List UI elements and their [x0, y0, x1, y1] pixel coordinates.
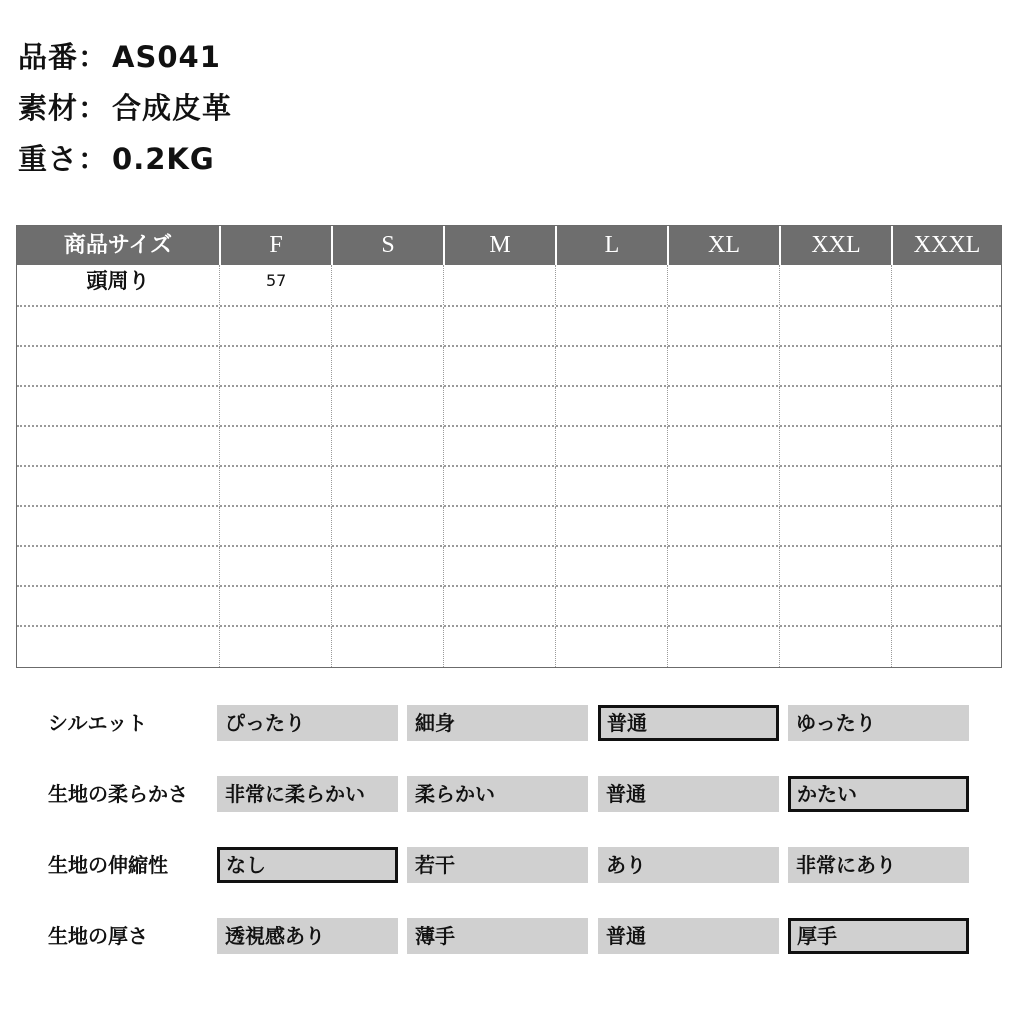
table-cell — [667, 587, 779, 627]
size-header-s: S — [331, 226, 443, 265]
table-cell — [443, 627, 555, 667]
attribute-thickness — [0, 918, 1024, 954]
size-header-f: F — [219, 226, 331, 265]
table-cell — [667, 507, 779, 547]
table-cell — [891, 427, 1001, 467]
table-cell — [891, 627, 1001, 667]
table-cell — [443, 547, 555, 587]
table-cell — [891, 587, 1001, 627]
attribute-silhouette — [0, 705, 1024, 741]
attribute-label: 生地の伸縮性 — [48, 853, 168, 877]
row-label — [17, 587, 219, 627]
table-cell — [891, 387, 1001, 427]
row-label — [17, 507, 219, 547]
attribute-option: ぴったり — [217, 705, 398, 741]
table-row — [17, 265, 1001, 307]
table-cell — [555, 587, 667, 627]
table-cell — [443, 307, 555, 347]
table-cell — [331, 265, 443, 305]
row-label — [17, 307, 219, 347]
table-cell — [891, 347, 1001, 387]
table-row — [17, 545, 1001, 587]
table-cell — [555, 467, 667, 507]
table-row — [17, 305, 1001, 347]
table-cell — [443, 347, 555, 387]
table-cell — [555, 507, 667, 547]
product-number-label: 品番： — [18, 40, 109, 74]
table-cell — [331, 587, 443, 627]
table-cell — [667, 265, 779, 305]
attribute-option-selected: なし — [217, 847, 398, 883]
attribute-label: 生地の厚さ — [48, 924, 148, 948]
table-row — [17, 465, 1001, 507]
table-cell — [443, 265, 555, 305]
attribute-option: 薄手 — [407, 918, 588, 954]
table-cell — [555, 307, 667, 347]
weight-label: 重さ： — [18, 142, 109, 176]
weight-value: 0.2KG — [112, 142, 215, 176]
table-cell — [891, 307, 1001, 347]
product-info — [18, 32, 232, 185]
attribute-option-selected: かたい — [788, 776, 969, 812]
table-cell — [443, 587, 555, 627]
table-cell — [219, 507, 331, 547]
table-row — [17, 625, 1001, 667]
table-cell — [219, 347, 331, 387]
row-label — [17, 627, 219, 667]
size-header-xxl: XXL — [779, 226, 891, 265]
table-cell — [667, 467, 779, 507]
attribute-stretch — [0, 847, 1024, 883]
table-cell — [779, 627, 891, 667]
row-label — [17, 467, 219, 507]
table-cell — [219, 467, 331, 507]
table-cell — [443, 427, 555, 467]
product-number-value: AS041 — [112, 40, 221, 74]
size-header-label: 商品サイズ — [63, 233, 173, 258]
table-cell — [331, 507, 443, 547]
table-cell — [779, 507, 891, 547]
attribute-option: 普通 — [598, 776, 779, 812]
attribute-option: 柔らかい — [407, 776, 588, 812]
table-cell — [779, 467, 891, 507]
attribute-option-selected: 普通 — [598, 705, 779, 741]
material — [18, 83, 232, 134]
table-cell — [667, 387, 779, 427]
table-cell — [555, 627, 667, 667]
table-cell — [555, 347, 667, 387]
material-value: 合成皮革 — [112, 91, 233, 125]
table-row — [17, 585, 1001, 627]
material-label: 素材： — [18, 91, 109, 125]
table-cell — [331, 307, 443, 347]
table-cell — [779, 547, 891, 587]
table-cell — [891, 547, 1001, 587]
row-label: 頭周り — [86, 269, 150, 293]
table-cell — [219, 427, 331, 467]
table-cell — [219, 387, 331, 427]
table-cell — [331, 347, 443, 387]
table-cell — [555, 387, 667, 427]
table-cell — [555, 547, 667, 587]
attribute-label: シルエット — [48, 711, 148, 735]
table-cell — [443, 467, 555, 507]
table-cell — [331, 427, 443, 467]
table-cell — [331, 547, 443, 587]
product-number — [18, 32, 232, 83]
attribute-option: 非常に柔らかい — [217, 776, 398, 812]
table-row — [17, 425, 1001, 467]
table-cell — [667, 427, 779, 467]
table-cell — [219, 627, 331, 667]
size-header-l: L — [555, 226, 667, 265]
size-table — [16, 225, 1002, 668]
table-cell — [667, 627, 779, 667]
table-cell — [443, 387, 555, 427]
table-row — [17, 345, 1001, 387]
size-header-xl: XL — [667, 226, 779, 265]
table-row — [17, 505, 1001, 547]
row-label — [17, 547, 219, 587]
table-cell — [779, 347, 891, 387]
table-cell — [779, 387, 891, 427]
table-cell — [555, 427, 667, 467]
table-cell — [219, 547, 331, 587]
table-cell — [779, 587, 891, 627]
table-cell — [779, 307, 891, 347]
attribute-label: 生地の柔らかさ — [48, 782, 188, 806]
table-cell — [891, 467, 1001, 507]
table-cell — [219, 587, 331, 627]
table-cell — [891, 507, 1001, 547]
attribute-option: 透視感あり — [217, 918, 398, 954]
table-cell — [779, 427, 891, 467]
table-cell — [667, 347, 779, 387]
attribute-option: ゆったり — [788, 705, 969, 741]
row-label — [17, 347, 219, 387]
table-cell — [219, 307, 331, 347]
weight — [18, 134, 232, 185]
table-cell — [891, 265, 1001, 305]
table-row — [17, 385, 1001, 427]
attribute-option: 細身 — [407, 705, 588, 741]
attribute-option: 若干 — [407, 847, 588, 883]
table-cell — [779, 265, 891, 305]
table-cell — [331, 387, 443, 427]
table-cell — [667, 307, 779, 347]
row-label — [17, 427, 219, 467]
attribute-softness — [0, 776, 1024, 812]
size-header-m: M — [443, 226, 555, 265]
attribute-option: あり — [598, 847, 779, 883]
table-cell — [555, 265, 667, 305]
table-cell — [443, 507, 555, 547]
attribute-option-selected: 厚手 — [788, 918, 969, 954]
attribute-option: 非常にあり — [788, 847, 969, 883]
table-cell: 57 — [219, 265, 331, 305]
table-cell — [331, 627, 443, 667]
size-table-header — [17, 226, 1001, 265]
table-cell — [667, 547, 779, 587]
table-cell — [331, 467, 443, 507]
row-label — [17, 387, 219, 427]
size-header-xxxl: XXXL — [891, 226, 1001, 265]
attribute-option: 普通 — [598, 918, 779, 954]
